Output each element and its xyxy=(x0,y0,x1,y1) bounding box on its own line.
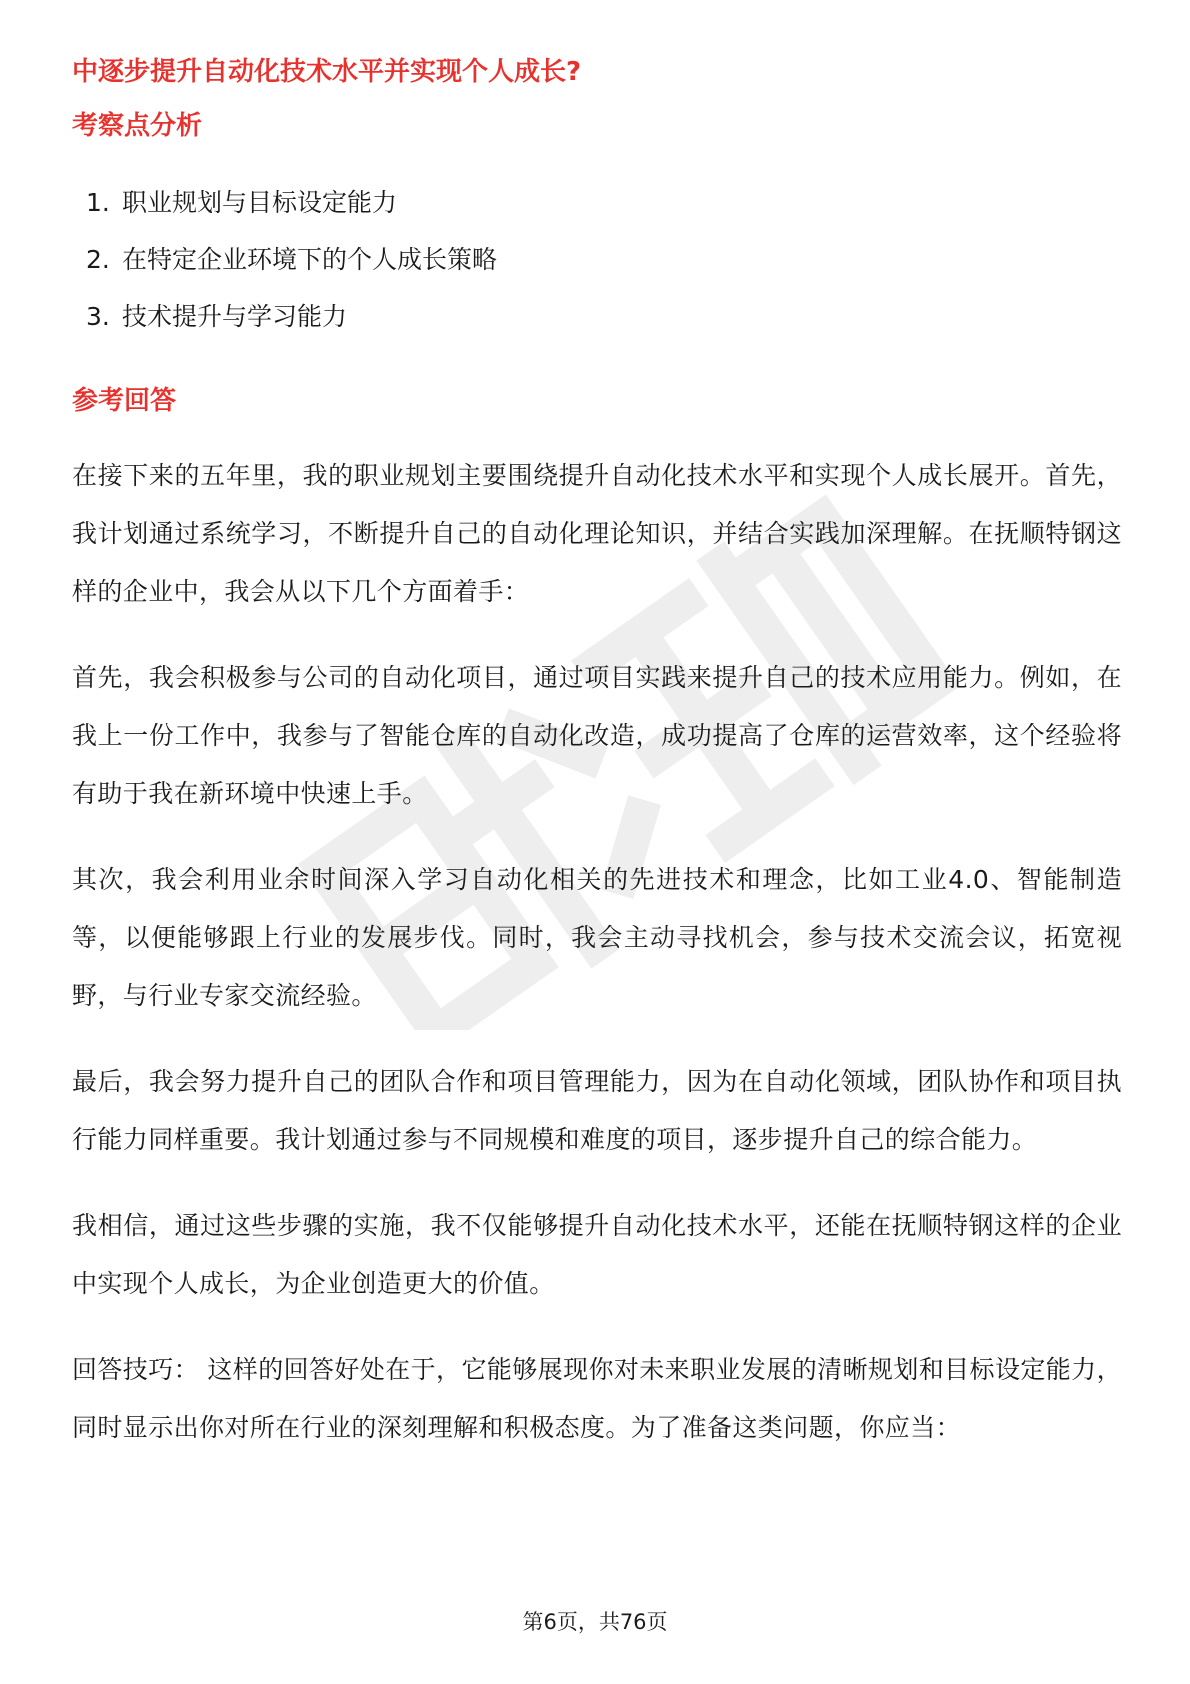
page-number-footer: 第6页，共76页 xyxy=(522,1610,668,1634)
answer-tips-paragraph: 回答技巧： 这样的回答好处在于，它能够展现你对未来职业发展的清晰规划和目标设定能力，同时显示出你对所在行业的深刻理解和积极态度。为了准备这类问题，你应当： xyxy=(72,1355,1122,1442)
analysis-points-list xyxy=(72,174,1122,345)
answer-heading: 参考回答 xyxy=(72,386,177,416)
answer-paragraph: 最后，我会努力提升自己的团队合作和项目管理能力，因为在自动化领域，团队协作和项目执行能力同样重要。我计划通过参与不同规模和难度的项目，逐步提升自己的综合能力。 xyxy=(72,1067,1122,1154)
answer-paragraph: 其次，我会利用业余时间深入学习自动化相关的先进技术和理念，比如工业4.0、智能制造等，以便能够跟上行业的发展步伐。同时，我会主动寻找机会，参与技术交流会议，拓宽视野，与行业专家交流经验。 xyxy=(72,865,1122,1010)
list-item-text: 在特定企业环境下的个人成长策略 xyxy=(122,245,498,274)
list-item-number: 2. xyxy=(86,245,110,274)
list-item-number: 1. xyxy=(86,188,110,217)
list-item xyxy=(86,231,1122,288)
list-item-text: 技术提升与学习能力 xyxy=(122,302,348,331)
answer-paragraph: 我相信，通过这些步骤的实施，我不仅能够提升自动化技术水平，还能在抚顺特钢这样的企业中实现个人成长，为企业创造更大的价值。 xyxy=(72,1211,1122,1298)
list-item xyxy=(86,288,1122,345)
analysis-heading: 考察点分析 xyxy=(72,111,203,141)
list-item xyxy=(86,174,1122,231)
list-item-text: 职业规划与目标设定能力 xyxy=(122,188,398,217)
list-item-number: 3. xyxy=(86,302,110,331)
content-area xyxy=(72,50,1122,1485)
answer-paragraph: 首先，我会积极参与公司的自动化项目，通过项目实践来提升自己的技术应用能力。例如，在我上一份工作中，我参与了智能仓库的自动化改造，成功提高了仓库的运营效率，这个经验将有助于我在新环境中快速上手。 xyxy=(72,663,1122,808)
question-title-continued: 中逐步提升自动化技术水平并实现个人成长? xyxy=(72,57,582,87)
answer-paragraph: 在接下来的五年里，我的职业规划主要围绕提升自动化技术水平和实现个人成长展开。首先，我计划通过系统学习，不断提升自己的自动化理论知识，并结合实践加深理解。在抚顺特钢这样的企业中，我会从以下几个方面着手： xyxy=(72,461,1122,606)
